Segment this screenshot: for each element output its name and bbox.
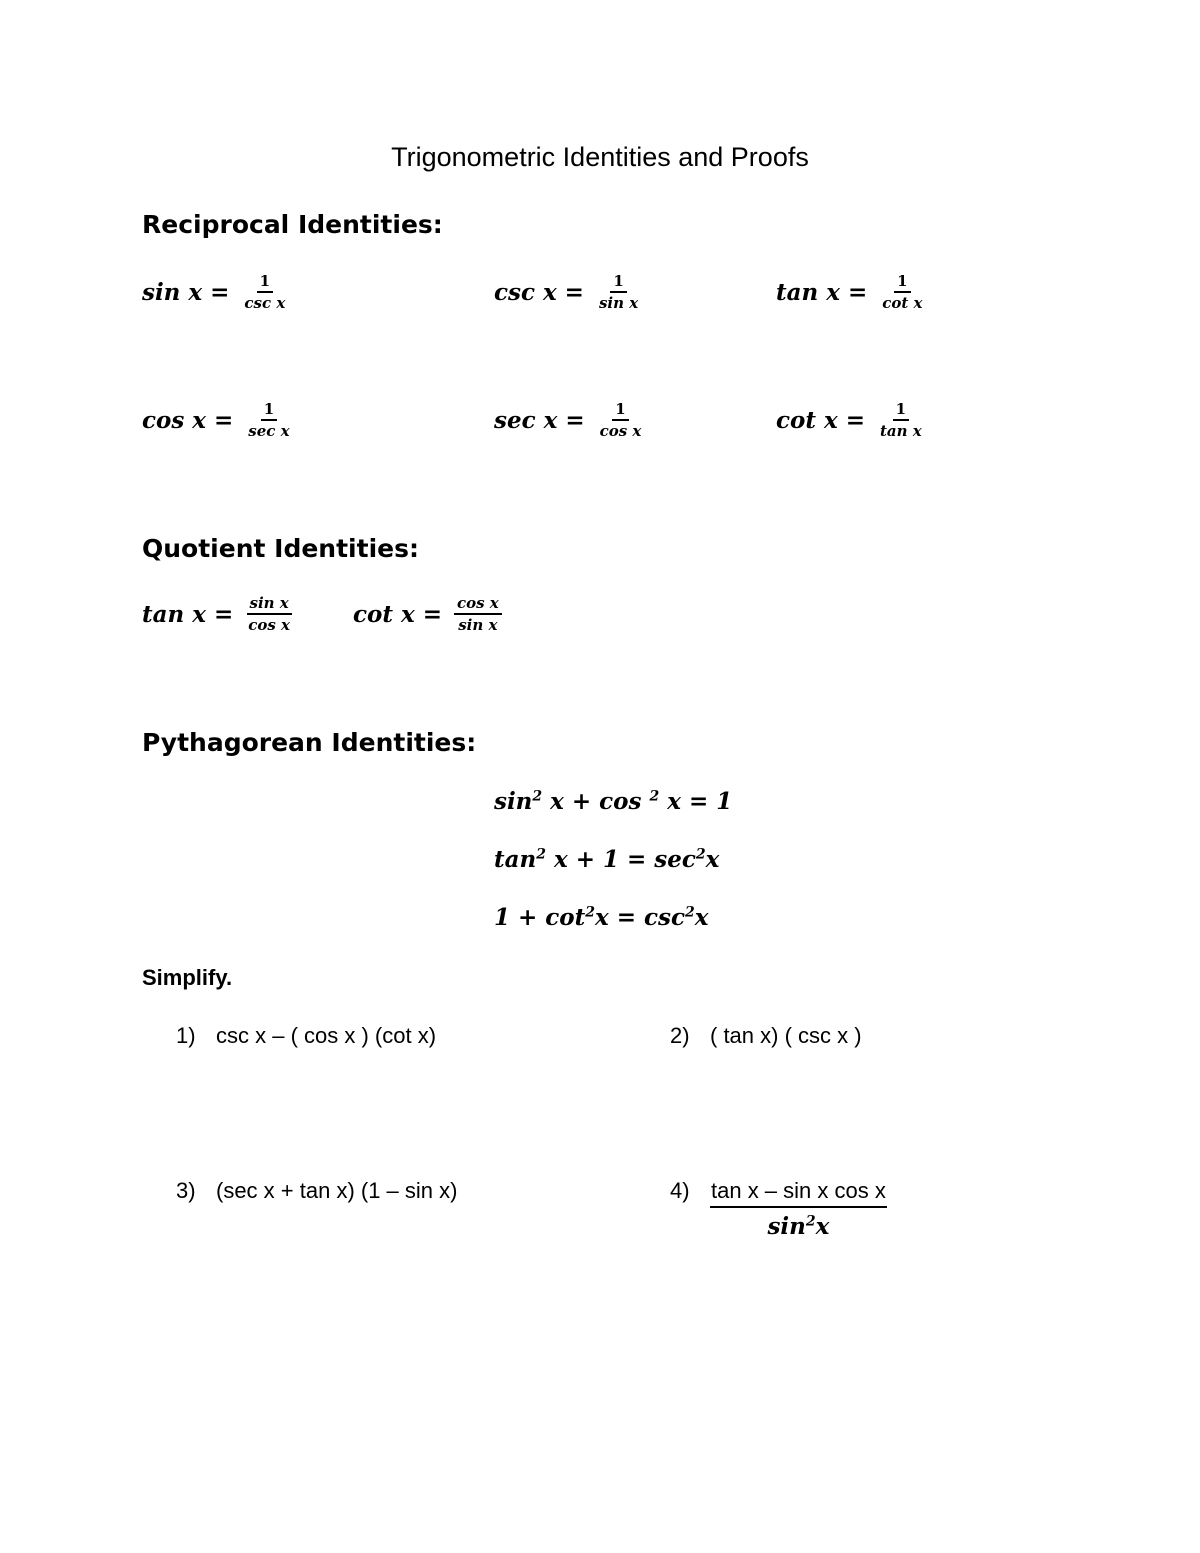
fraction [710,1178,887,1240]
expr-part: x = csc [595,904,685,931]
identity-lhs: sec x = [494,406,585,434]
page-title: Trigonometric Identities and Proofs [391,142,809,172]
denominator: sec x [248,422,290,440]
denominator: tan x [879,422,922,440]
quotient-heading: Quotient Identities: [142,534,419,563]
problem-number: 2) [670,1023,690,1048]
denominator: csc x [244,294,286,312]
exponent: 2 [684,904,695,921]
expr-part: x + cos [542,788,650,815]
pythagorean-identity-2 [494,846,719,873]
identity-lhs: tan x = [776,278,868,306]
fraction [877,400,925,440]
problem-number: 1) [176,1023,196,1048]
numerator: sin x [247,594,292,615]
expr-part: x [705,846,720,873]
fraction [596,272,641,312]
identity-cot-reciprocal [776,400,925,440]
simplify-heading: Simplify. [142,965,233,990]
numerator: 1 [894,272,910,293]
numerator: 1 [257,272,273,293]
identity-csc-reciprocal [494,272,641,312]
numerator: 1 [261,400,277,421]
problem-4 [670,1178,887,1240]
numerator: tan x – sin x cos x [710,1178,887,1208]
problem-number: 3) [176,1178,196,1203]
reciprocal-heading: Reciprocal Identities: [142,210,443,239]
denominator: sin x [598,294,639,312]
expr-part: x [815,1213,830,1240]
numerator: 1 [612,400,628,421]
pythagorean-identity-3 [494,904,708,931]
exponent: 2 [585,904,596,921]
identity-sec-reciprocal [494,400,644,440]
problem-2 [670,1023,862,1049]
problem-text: (sec x + tan x) (1 – sin x) [216,1178,458,1203]
numerator: cos x [454,594,502,615]
exponent: 2 [532,788,543,805]
identity-lhs: cot x = [776,406,865,434]
expr-part: 1 + cot [494,904,586,931]
pythagorean-identity-1 [494,788,732,815]
expr-part: x [694,904,709,931]
pythagorean-heading: Pythagorean Identities: [142,728,477,757]
fraction [879,272,925,312]
fraction [245,594,293,634]
denominator: cot x [882,294,923,312]
fraction [245,400,292,440]
identity-lhs: cos x = [142,406,234,434]
denominator [767,1213,829,1240]
problem-number: 4) [670,1178,690,1203]
problem-1 [176,1023,436,1049]
exponent: 2 [695,846,706,863]
identity-tan-quotient [142,594,293,634]
fraction [241,272,288,312]
exponent: 2 [805,1213,816,1230]
identity-sin-reciprocal [142,272,288,312]
denominator: cos x [248,616,290,634]
numerator: 1 [610,272,626,293]
fraction [597,400,645,440]
expr-part: sin [494,788,533,815]
exponent: 2 [649,788,660,805]
fraction [454,594,502,634]
identity-lhs: tan x = [142,600,234,628]
identity-lhs: cot x = [353,600,442,628]
expr-part: x + 1 = sec [546,846,696,873]
problem-text: ( tan x) ( csc x ) [710,1023,862,1048]
identity-cos-reciprocal [142,400,293,440]
identity-lhs: csc x = [494,278,584,306]
expr-part: tan [494,846,537,873]
numerator: 1 [893,400,909,421]
identity-lhs: sin x = [142,278,230,306]
expr-part: sin [767,1213,806,1240]
identity-tan-reciprocal [776,272,925,312]
denominator: cos x [599,422,642,440]
problem-3 [176,1178,457,1204]
denominator: sin x [458,616,498,634]
problem-text: csc x – ( cos x ) (cot x) [216,1023,437,1048]
identity-cot-quotient [353,594,502,634]
expr-part: x = 1 [659,788,733,815]
exponent: 2 [536,846,546,863]
